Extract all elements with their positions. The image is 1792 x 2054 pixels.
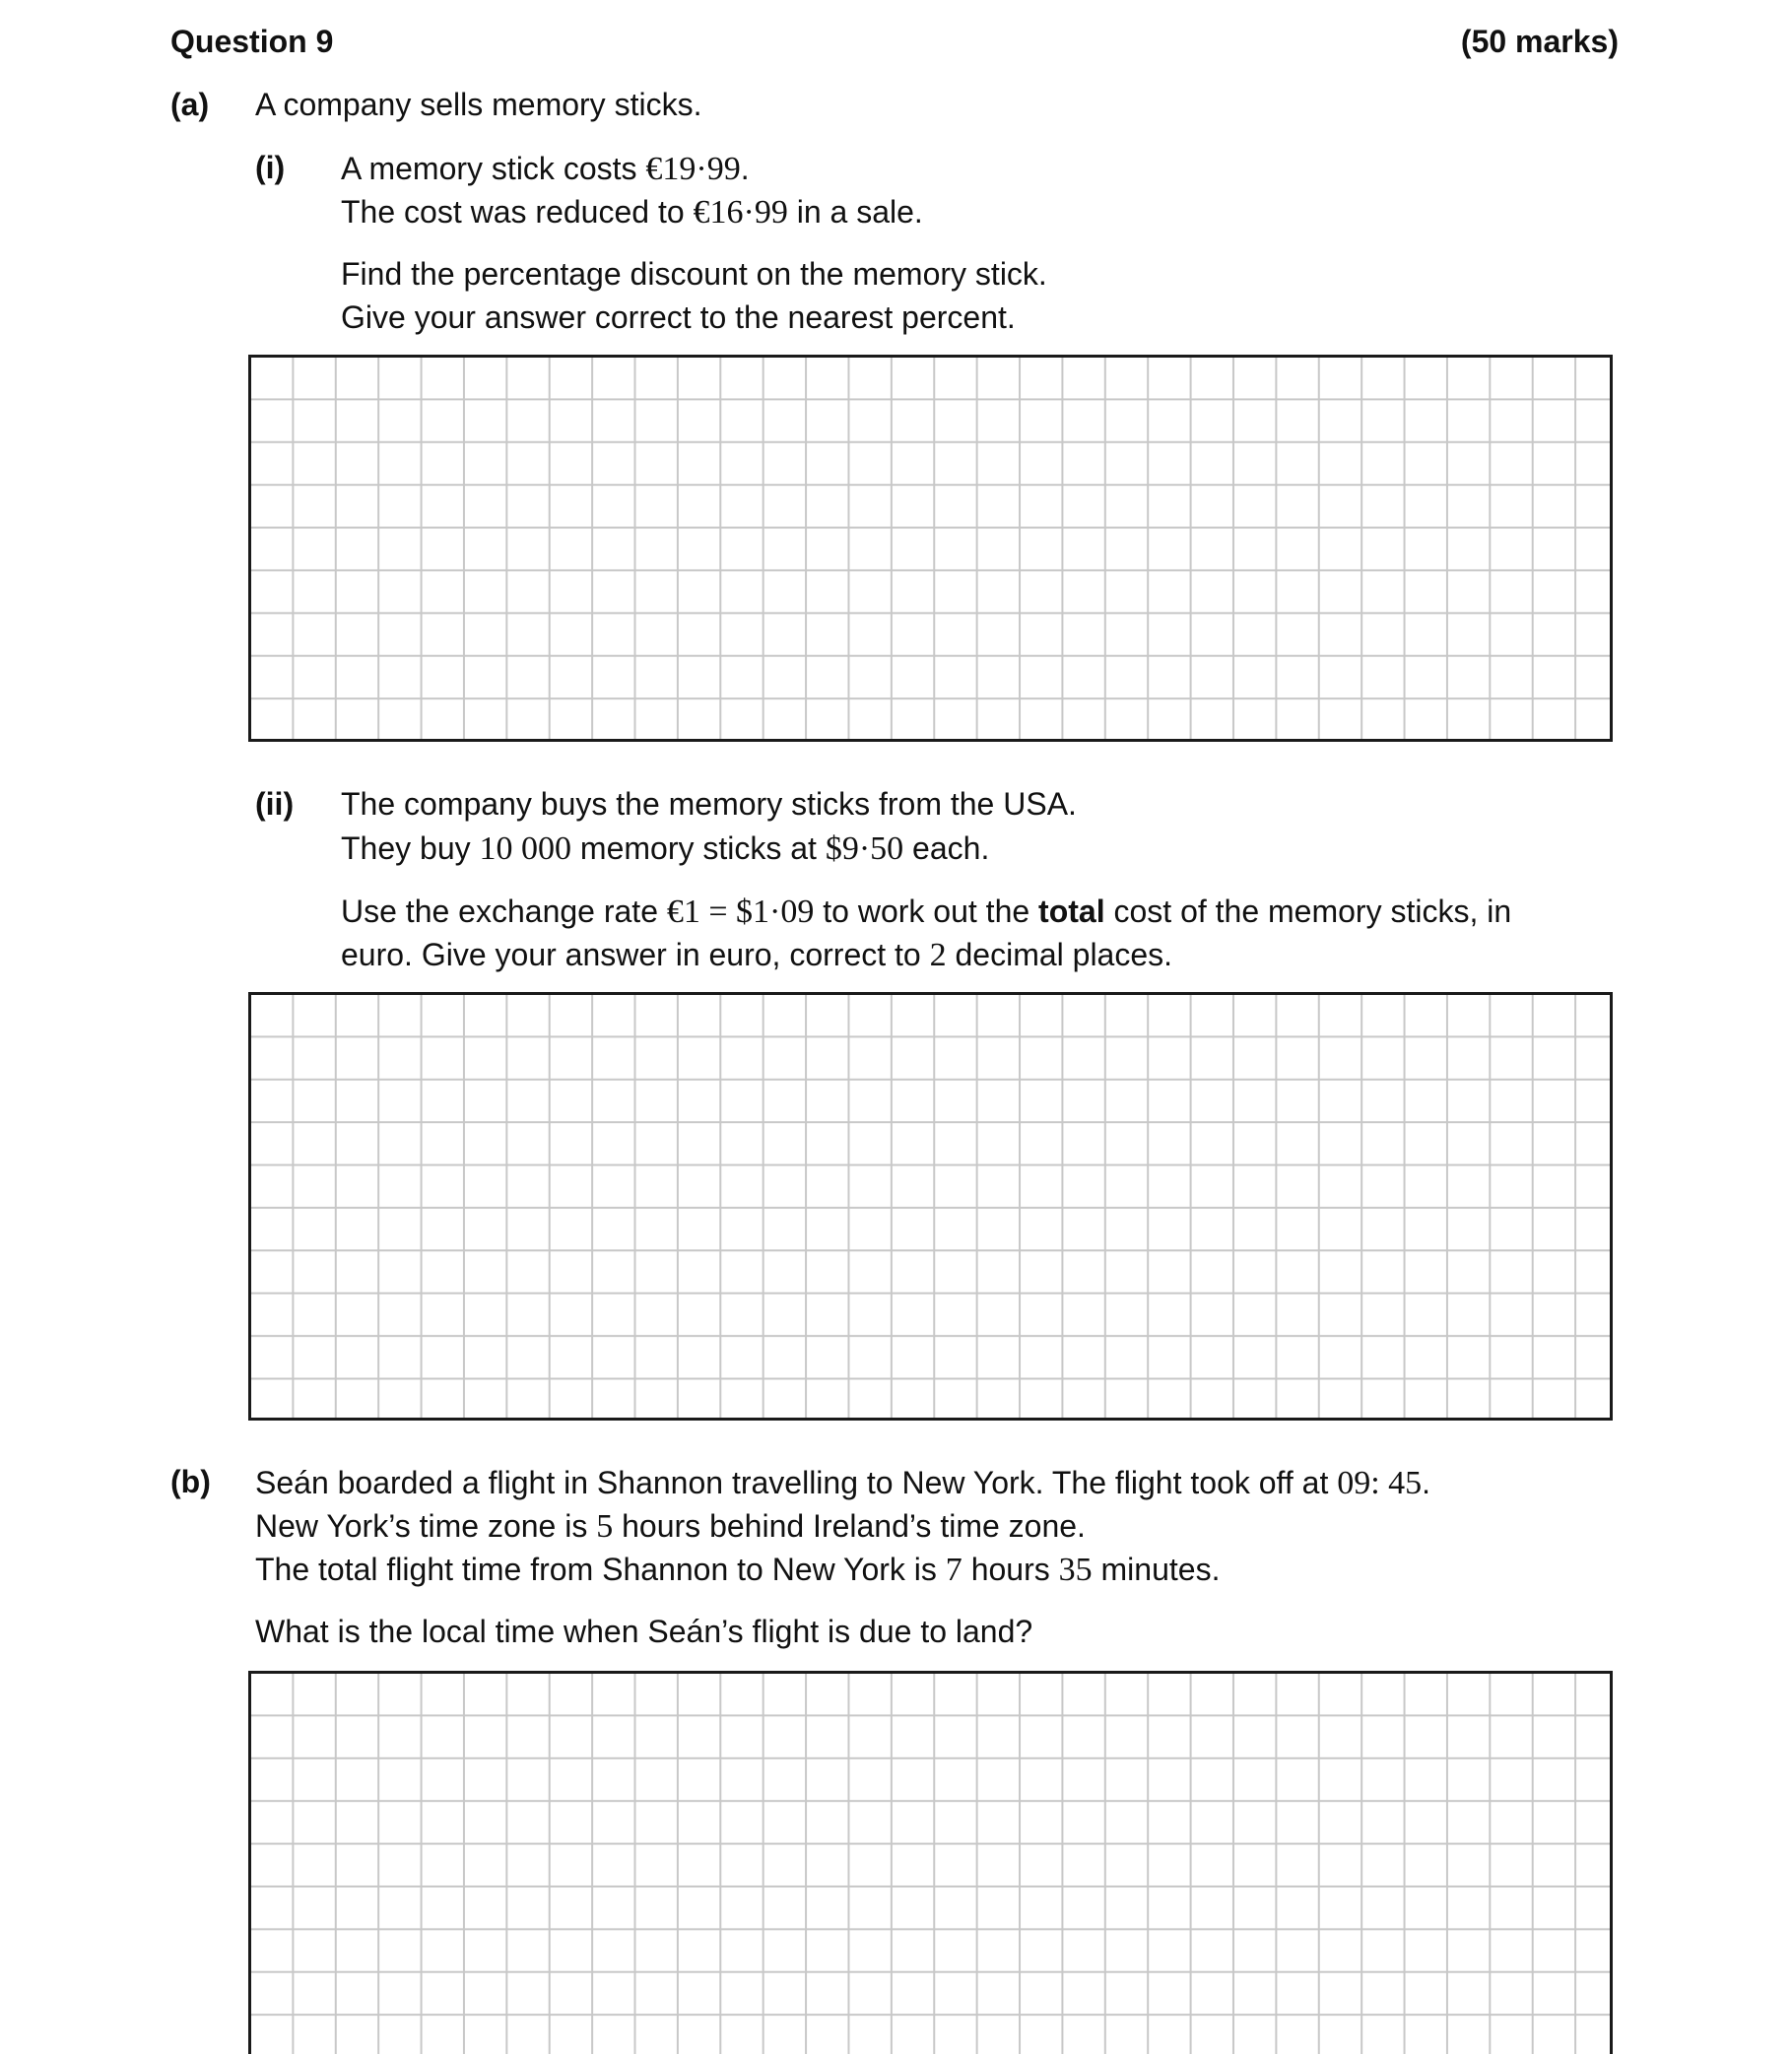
part-a-ii-line2: They buy 10 000 memory sticks at $9·50 each. xyxy=(341,830,990,867)
part-a-i-line2: The cost was reduced to €16·99 in a sale. xyxy=(341,194,923,231)
marks-label: (50 marks) xyxy=(1460,24,1619,59)
part-a-i-task-line2: Give your answer correct to the nearest percent. xyxy=(341,299,1016,335)
part-a-ii-task-line2: euro. Give your answer in euro, correct to 2 decimal places. xyxy=(341,937,1173,973)
answer-box-a-i[interactable] xyxy=(248,355,1613,742)
part-a-i-line1: A memory stick costs €19·99. xyxy=(341,151,750,187)
answer-box-a-ii[interactable] xyxy=(248,992,1613,1421)
question-title: Question 9 xyxy=(170,24,334,59)
part-a-intro: A company sells memory sticks. xyxy=(255,87,702,122)
answer-box-b[interactable] xyxy=(248,1671,1613,2054)
part-a-ii-label: (ii) xyxy=(255,786,295,822)
part-a-ii-line1: The company buys the memory sticks from the USA. xyxy=(341,786,1077,822)
part-b-question: What is the local time when Seán’s flight is due to land? xyxy=(255,1614,1033,1649)
part-a-ii-task-line1: Use the exchange rate €1 = $1·09 to work out the total cost of the memory sticks, in xyxy=(341,894,1512,930)
part-b-line1: Seán boarded a flight in Shannon travelling to New York. The flight took off at 09: 45. xyxy=(255,1465,1431,1501)
part-a-label: (a) xyxy=(170,87,210,122)
part-b-line2: New York’s time zone is 5 hours behind Ireland’s time zone. xyxy=(255,1508,1086,1545)
part-b-label: (b) xyxy=(170,1464,211,1499)
part-b-line3: The total flight time from Shannon to New York is 7 hours 35 minutes. xyxy=(255,1552,1221,1588)
part-a-i-task-line1: Find the percentage discount on the memory stick. xyxy=(341,256,1047,292)
part-a-i-label: (i) xyxy=(255,150,286,185)
